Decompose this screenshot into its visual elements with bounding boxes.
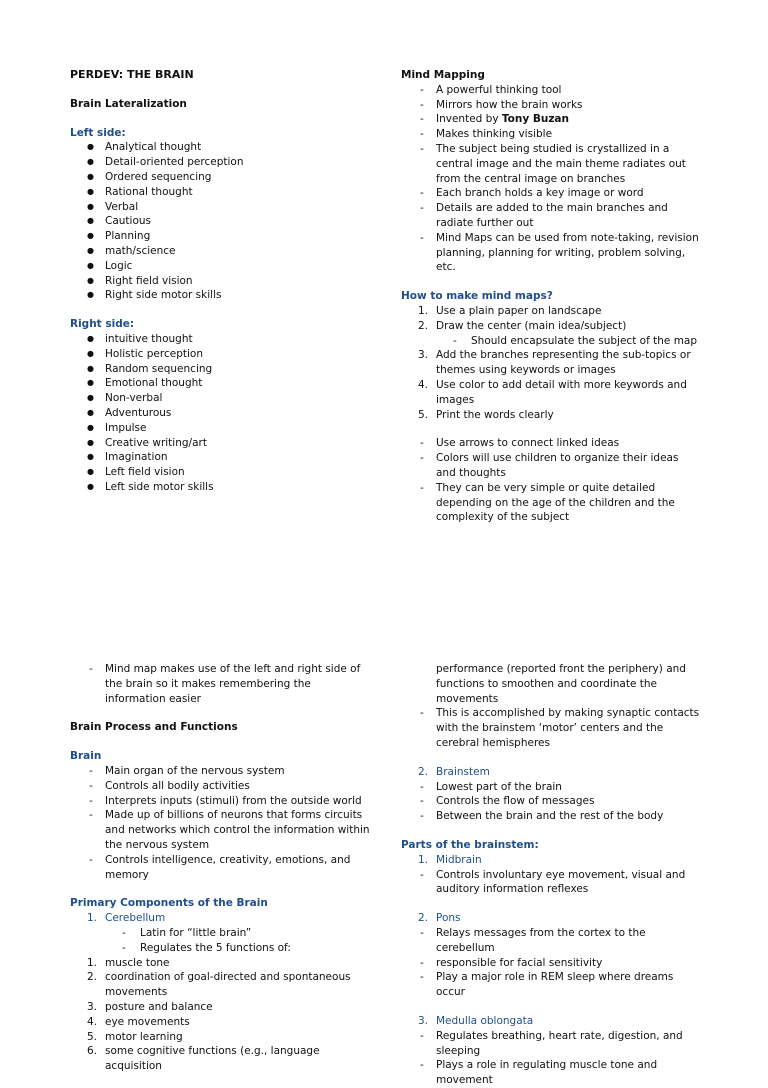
- step-text: Use color to add detail with more keywords and images: [436, 378, 687, 406]
- step-number: 2.: [418, 319, 429, 332]
- list-item: ● Emotional thought: [70, 376, 370, 391]
- component-brainstem: [401, 765, 701, 780]
- list-item: - Main organ of the nervous system: [70, 764, 370, 779]
- list-item: ● intuitive thought: [70, 332, 370, 347]
- function-text: eye movements: [105, 1015, 190, 1028]
- left-side-heading: Left side:: [70, 126, 126, 139]
- list-item: - The subject being studied is crystallized in a central image and the main theme radiates out from the central image on branches: [401, 142, 701, 186]
- function-number: 3.: [87, 1000, 98, 1013]
- list-item: - Controls involuntary eye movement, visual and auditory information reflexes: [401, 868, 701, 898]
- part-label: Pons: [436, 912, 461, 925]
- component-number: 1.: [87, 912, 98, 925]
- list-item: ● Adventurous: [70, 406, 370, 421]
- function-item: [70, 1000, 370, 1015]
- function-item: [70, 1015, 370, 1030]
- mind-mapping-list: [401, 83, 701, 275]
- step-item: [401, 408, 701, 423]
- part-number: 1.: [418, 853, 429, 866]
- list-item: - Play a major role in REM sleep where dreams occur: [401, 970, 701, 1000]
- list-item: ● Verbal: [70, 200, 370, 215]
- part-midbrain: [401, 853, 701, 868]
- function-number: 5.: [87, 1030, 98, 1043]
- list-item: ● Rational thought: [70, 185, 370, 200]
- list-item: ● Holistic perception: [70, 347, 370, 362]
- function-number: 2.: [87, 971, 98, 984]
- function-text: motor learning: [105, 1030, 183, 1043]
- list-item: - Interprets inputs (stimuli) from the outside world: [70, 794, 370, 809]
- list-item: - A powerful thinking tool: [401, 83, 701, 98]
- medulla-label-list: [401, 1014, 701, 1029]
- list-item: - They can be very simple or quite detailed depending on the age of the children and the complexity of the subject: [401, 481, 701, 525]
- steps-list-cont: [401, 348, 701, 422]
- brain-process-heading: Brain Process and Functions: [70, 721, 238, 734]
- list-item: - Regulates the 5 functions of:: [70, 941, 370, 956]
- list-item: - Latin for “little brain”: [70, 926, 370, 941]
- invented-by-text: Invented by: [436, 113, 502, 126]
- list-item: - Makes thinking visible: [401, 127, 701, 142]
- step2-sub-list: [401, 334, 701, 349]
- list-item: ● Planning: [70, 229, 370, 244]
- list-item: - Made up of billions of neurons that forms circuits and networks which control the information within the nervous system: [70, 808, 370, 852]
- continuation-list: [70, 662, 370, 706]
- list-item: - Between the brain and the rest of the body: [401, 809, 701, 824]
- continuation-text: performance (reported front the periphery) and functions to smoothen and coordinate the movements: [436, 663, 686, 705]
- step-item: [401, 348, 701, 378]
- right-side-heading: Right side:: [70, 318, 135, 331]
- part-pons: [401, 911, 701, 926]
- primary-components-heading: Primary Components of the Brain: [70, 897, 268, 910]
- list-item: - Relays messages from the cortex to the cerebellum: [401, 926, 701, 956]
- midbrain-list: [401, 868, 701, 898]
- list-item: ● Right side motor skills: [70, 288, 370, 303]
- function-item: [70, 956, 370, 971]
- step-number: 3.: [418, 349, 429, 362]
- component-label: Cerebellum: [105, 912, 166, 925]
- how-to-heading: How to make mind maps?: [401, 290, 553, 303]
- step-text: Use a plain paper on landscape: [436, 304, 602, 317]
- mind-mapping-heading: Mind Mapping: [401, 69, 485, 81]
- step-item: [401, 378, 701, 408]
- list-item: - Each branch holds a key image or word: [401, 186, 701, 201]
- page1-right-column: [401, 68, 701, 525]
- function-number: 6.: [87, 1045, 98, 1058]
- list-item: ● Non-verbal: [70, 391, 370, 406]
- midbrain-label-list: [401, 853, 701, 868]
- medulla-list: [401, 1029, 701, 1088]
- list-item: [401, 112, 701, 127]
- brain-list: [70, 764, 370, 882]
- brainstem-label-list: [401, 765, 701, 780]
- page1-left-column: [70, 68, 370, 495]
- accomplished-list: [401, 706, 701, 750]
- functions-list: [70, 956, 370, 1074]
- brain-heading: Brain: [70, 750, 102, 763]
- page2-right-column: [401, 662, 701, 1088]
- function-text: some cognitive functions (e.g., language acquisition: [105, 1045, 320, 1073]
- list-item: - Regulates breathing, heart rate, digestion, and sleeping: [401, 1029, 701, 1059]
- parts-heading: Parts of the brainstem:: [401, 838, 539, 851]
- list-item: ● Right field vision: [70, 274, 370, 289]
- list-item: - Controls all bodily activities: [70, 779, 370, 794]
- steps-list: [401, 304, 701, 334]
- list-item: - Mirrors how the brain works: [401, 98, 701, 113]
- step-item: [401, 319, 701, 334]
- function-text: posture and balance: [105, 1000, 213, 1013]
- list-item: ● Left side motor skills: [70, 480, 370, 495]
- list-item: ● Cautious: [70, 214, 370, 229]
- list-item: - Controls intelligence, creativity, emotions, and memory: [70, 853, 370, 883]
- list-item: - Mind Maps can be used from note-taking, revision planning, planning for writing, problem solving, etc.: [401, 231, 701, 275]
- function-number: 4.: [87, 1015, 98, 1028]
- list-item: - Details are added to the main branches and radiate further out: [401, 201, 701, 231]
- document-title: PERDEV: THE BRAIN: [70, 68, 194, 81]
- list-item: - Plays a role in regulating muscle tone and movement: [401, 1058, 701, 1088]
- step-text: Add the branches representing the sub-topics or themes using keywords or images: [436, 349, 691, 377]
- right-side-list: [70, 332, 370, 495]
- component-cerebellum: [70, 911, 370, 926]
- components-list: [70, 911, 370, 926]
- part-medulla: [401, 1014, 701, 1029]
- inventor-name: Tony Buzan: [501, 113, 569, 126]
- step-number: 5.: [418, 408, 429, 421]
- pons-list: [401, 926, 701, 1000]
- list-item: ● Detail-oriented perception: [70, 155, 370, 170]
- step-text: Print the words clearly: [436, 408, 554, 421]
- step-number: 4.: [418, 378, 429, 391]
- list-item: ● Imagination: [70, 450, 370, 465]
- list-item: - Mind map makes use of the left and right side of the brain so it makes remembering the information easier: [70, 662, 370, 706]
- list-item: ● Logic: [70, 259, 370, 274]
- function-item: [70, 1044, 370, 1074]
- cerebellum-list: [70, 926, 370, 956]
- brainstem-list: [401, 780, 701, 824]
- list-item: ● Impulse: [70, 421, 370, 436]
- list-item: - Controls the flow of messages: [401, 794, 701, 809]
- list-item: ● Random sequencing: [70, 362, 370, 377]
- list-item: ● Analytical thought: [70, 140, 370, 155]
- step-number: 1.: [418, 304, 429, 317]
- function-item: [70, 1030, 370, 1045]
- function-item: [70, 970, 370, 1000]
- list-item: - Should encapsulate the subject of the map: [401, 334, 701, 349]
- list-item: - Use arrows to connect linked ideas: [401, 436, 701, 451]
- function-number: 1.: [87, 956, 98, 969]
- component-label: Brainstem: [436, 765, 490, 778]
- list-item: ● Creative writing/art: [70, 436, 370, 451]
- pons-label-list: [401, 911, 701, 926]
- list-item: ● Ordered sequencing: [70, 170, 370, 185]
- list-item: ● math/science: [70, 244, 370, 259]
- left-side-list: [70, 140, 370, 303]
- function-text: muscle tone: [105, 956, 170, 969]
- list-item: - This is accomplished by making synaptic contacts with the brainstem ‘motor’ centers and the cerebral hemispheres: [401, 706, 701, 750]
- brain-lateralization-heading: Brain Lateralization: [70, 97, 187, 110]
- component-number: 2.: [418, 765, 429, 778]
- list-item: - Colors will use children to organize their ideas and thoughts: [401, 451, 701, 481]
- page2-left-column: [70, 662, 370, 1074]
- step-text: Draw the center (main idea/subject): [436, 319, 627, 332]
- list-item: - Lowest part of the brain: [401, 780, 701, 795]
- part-label: Midbrain: [436, 853, 482, 866]
- tips-list: [401, 436, 701, 525]
- function-text: coordination of goal-directed and spontaneous movements: [105, 971, 351, 999]
- part-number: 3.: [418, 1014, 429, 1027]
- list-item: ● Left field vision: [70, 465, 370, 480]
- part-number: 2.: [418, 912, 429, 925]
- step-item: [401, 304, 701, 319]
- list-item: - responsible for facial sensitivity: [401, 956, 701, 971]
- part-label: Medulla oblongata: [436, 1014, 534, 1027]
